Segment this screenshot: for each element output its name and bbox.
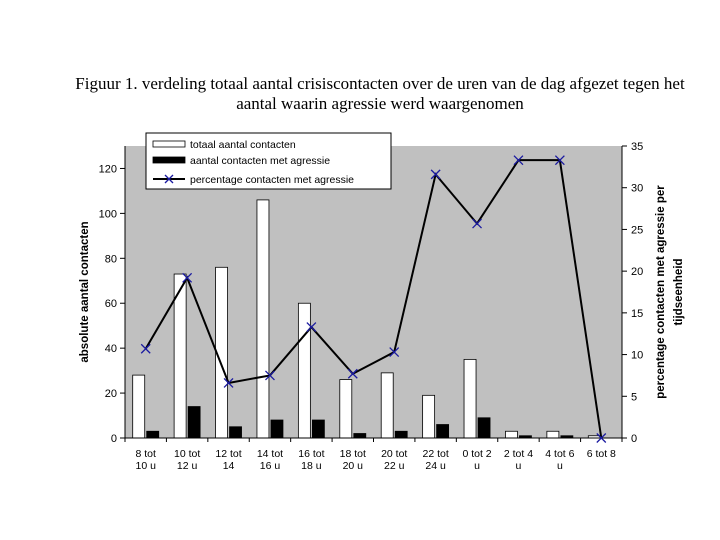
legend-swatch-total [153, 141, 185, 147]
legend-label: percentage contacten met agressie [190, 174, 355, 186]
bar-total [381, 373, 393, 438]
y2-tick-label: 0 [631, 433, 638, 445]
x-tick-label: 10 u [135, 460, 156, 472]
y-tick-label: 40 [104, 343, 117, 356]
legend [146, 133, 391, 189]
y2-tick-label: 15 [631, 307, 644, 320]
y2-tick-label: 25 [631, 224, 644, 237]
bar-aggression [188, 407, 200, 438]
x-tick-label: 22 tot [422, 448, 449, 460]
bar-aggression [271, 420, 283, 438]
y-tick-label: 80 [104, 253, 117, 266]
x-tick-label: u [474, 460, 480, 472]
figure-title-text: verdeling totaal aantal crisiscontacten over de uren van de dag afgezet tegen het aantal waarin agressie werd waargenomen [141, 74, 685, 113]
x-tick-label: 22 u [383, 460, 405, 472]
x-tick-label: u [556, 460, 563, 472]
x-tick-label: 0 tot 2 [462, 448, 492, 460]
y2-axis-title: tijdseenheid [673, 258, 685, 326]
y-axis-title: absolute aantal contacten [79, 221, 91, 363]
x-tick-label: 12 u [176, 460, 198, 472]
x-tick-label: 18 u [301, 460, 322, 472]
plot-area [125, 146, 622, 438]
bar-aggression [147, 431, 159, 438]
y-tick-label: 100 [98, 208, 117, 221]
bar-total [257, 200, 269, 438]
x-tick-label: 16 tot [298, 448, 325, 460]
y2-tick-label: 10 [631, 349, 644, 362]
bar-aggression [230, 427, 242, 438]
x-tick-label: 16 u [259, 460, 281, 472]
bar-total [547, 431, 559, 438]
x-tick-label: 8 tot [135, 448, 156, 460]
x-tick-label: 4 tot 6 [545, 448, 575, 460]
x-tick-label: 20 tot [381, 448, 408, 460]
y-tick-label: 0 [110, 433, 117, 445]
figure-title-prefix: Figuur 1. [75, 74, 138, 93]
x-tick-label: 12 tot [215, 448, 242, 460]
bar-total [340, 380, 352, 438]
bar-total [423, 395, 435, 438]
x-tick-label: u [515, 460, 522, 472]
legend-label: aantal contacten met agressie [190, 155, 331, 167]
x-tick-label: 20 u [342, 460, 364, 472]
x-tick-label: 6 tot 8 [586, 448, 616, 460]
y-tick-label: 20 [104, 388, 117, 401]
y2-tick-label: 30 [631, 182, 644, 195]
bar-aggression [312, 420, 324, 438]
bar-aggression [395, 431, 407, 438]
legend-swatch-aggression [153, 157, 185, 163]
y2-tick-label: 20 [631, 266, 644, 279]
y2-axis-title: percentage contacten met agressie per [655, 185, 667, 399]
y2-tick-label: 35 [631, 141, 644, 153]
y2-tick-label: 5 [631, 391, 638, 404]
y-tick-label: 60 [104, 298, 117, 311]
bar-total [505, 431, 517, 438]
bar-aggression [478, 418, 490, 438]
x-tick-label: 2 tot 4 [503, 448, 534, 460]
x-tick-label: 18 tot [339, 448, 366, 460]
x-tick-label: 24 u [425, 460, 446, 472]
bar-aggression [437, 425, 449, 438]
y-tick-label: 120 [98, 163, 117, 176]
x-tick-label: 10 tot [173, 448, 201, 460]
x-tick-label: 14 tot [256, 448, 284, 460]
x-tick-label: 14 [222, 460, 235, 472]
bar-total [464, 359, 476, 438]
bar-total [133, 375, 145, 438]
bar-aggression [354, 434, 366, 438]
legend-label: totaal aantal contacten [190, 139, 296, 151]
